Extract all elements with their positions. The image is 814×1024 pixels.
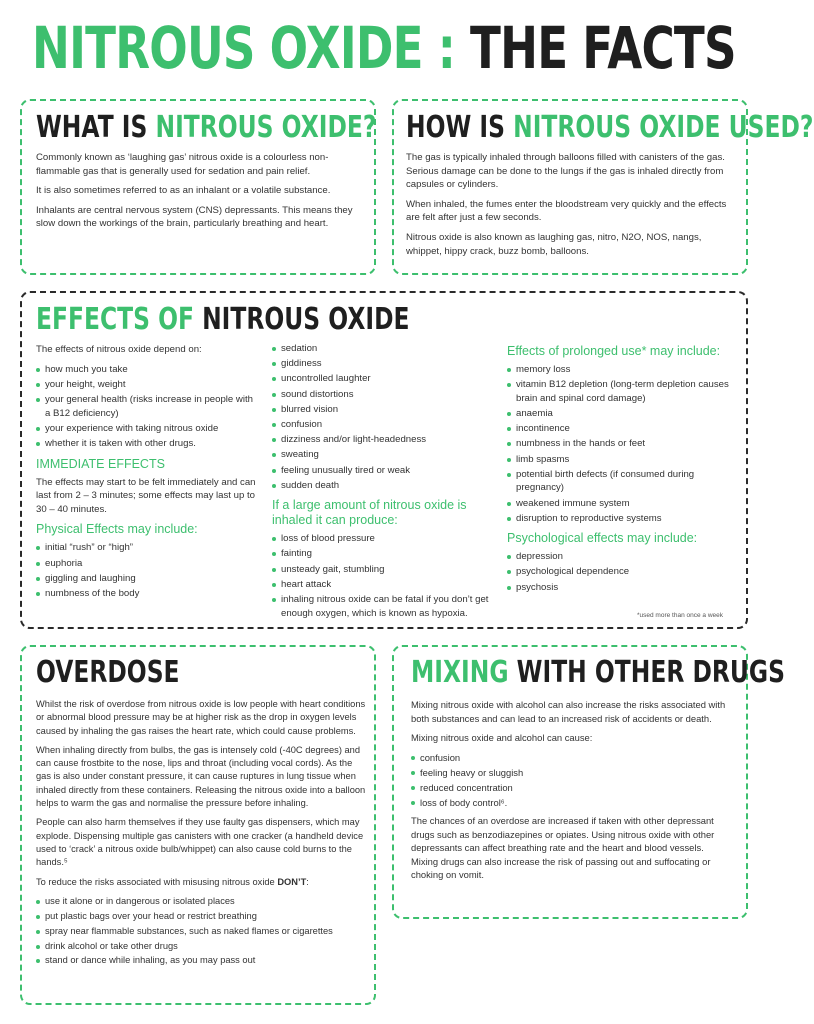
list-item: sedation (272, 342, 498, 356)
list-item: initial “rush” or “high” (36, 541, 258, 555)
list-item: memory loss (507, 363, 733, 377)
overdose-para: When inhaling directly from bulbs, the gas is intensely cold (-40C degrees) and can cause frostbite to the nose, lips and throat (including vocal cords). As the gas is also under constant pressure, it can cause ruptures in lung tissue when inhaled directly from these containers. Releasing the nitrous oxide into a balloon helps to warm the gas and normalise the pressure before inhaling. (36, 744, 366, 809)
how-heading-part1: HOW IS (406, 110, 514, 145)
list-item: fainting (272, 547, 498, 561)
mixing-heading-part1: MIXING (411, 655, 509, 690)
what-heading-part2: NITROUS OXIDE? (155, 110, 377, 145)
list-item: disruption to reproductive systems (507, 512, 733, 526)
page-title (32, 10, 736, 86)
list-item: feeling unusually tired or weak (272, 464, 498, 478)
mixing-para: Mixing nitrous oxide and alcohol can cause: (411, 732, 593, 744)
mixing-heading-part2: WITH OTHER DRUGS (508, 655, 785, 690)
immediate-text: The effects may start to be felt immediately and can last from 2 – 3 minutes; some effects may last up to 30 – 40 minutes. (36, 476, 256, 515)
list-item: potential birth defects (if consumed during pregnancy) (507, 468, 733, 495)
list-item: sudden death (272, 479, 498, 493)
list-item: vitamin B12 depletion (long-term depletion causes brain and spinal cord damage) (507, 378, 733, 405)
mixing-heading (411, 655, 785, 691)
how-para: When inhaled, the fumes enter the bloodstream very quickly and the effects are felt after just a few seconds. (406, 198, 727, 224)
list-item: how much you take (36, 363, 258, 377)
physical-list (36, 541, 258, 600)
list-item: sound distortions (272, 388, 498, 402)
immediate-heading: IMMEDIATE EFFECTS (36, 456, 165, 471)
list-item: incontinence (507, 422, 733, 436)
list-item: confusion (411, 751, 733, 765)
mixing-text (411, 698, 733, 888)
list-item: limb spasms (507, 453, 733, 467)
list-item: numbness of the body (36, 587, 258, 601)
list-item: giggling and laughing (36, 572, 258, 586)
list-item: put plastic bags over your head or restrict breathing (36, 910, 368, 923)
list-item: heart attack (272, 578, 498, 592)
list-item: use it alone or in dangerous or isolated places (36, 895, 368, 908)
list-item: euphoria (36, 557, 258, 571)
dont-colon: : (306, 876, 309, 887)
list-item: your general health (risks increase in people with a B12 deficiency) (36, 393, 258, 420)
overdose-heading: OVERDOSE (36, 655, 180, 690)
dont-list (36, 895, 368, 968)
list-item: giddiness (272, 357, 498, 371)
list-item: unsteady gait, stumbling (272, 563, 498, 577)
list-item: your height, weight (36, 378, 258, 392)
large-amount-list (272, 532, 498, 620)
prolonged-list (507, 363, 733, 525)
what-para: It is also sometimes referred to as an inhalant or a volatile substance. (36, 185, 331, 197)
list-item: numbness in the hands or feet (507, 437, 733, 451)
dont-word: DON’T (277, 876, 307, 887)
effects-col2 (272, 342, 498, 622)
list-item: depression (507, 550, 733, 564)
effects-heading-part2: NITROUS OXIDE (202, 302, 410, 337)
list-item: confusion (272, 418, 498, 432)
title-part2: THE FACTS (470, 14, 736, 82)
physical-heading: Physical Effects may include: (36, 522, 198, 537)
list-item: stand or dance while inhaling, as you may pass out (36, 954, 368, 967)
list-item: drink alcohol or take other drugs (36, 940, 368, 953)
mixing-list (411, 751, 733, 810)
effects-heading (36, 302, 409, 338)
how-is-text (406, 151, 734, 264)
list-item: loss of blood pressure (272, 532, 498, 546)
list-item: weakened immune system (507, 497, 733, 511)
dont-intro-line (36, 876, 368, 889)
effects-col3 (507, 338, 733, 596)
effects-col1 (36, 343, 258, 602)
list-item: inhaling nitrous oxide can be fatal if you don’t get enough oxygen, which is known as hypoxia. (272, 593, 498, 620)
what-para: Inhalants are central nervous system (CNS) depressants. This means they slow down the workings of the brain, particularly breathing and heart. (36, 204, 353, 230)
list-item: uncontrolled laughter (272, 372, 498, 386)
list-item: blurred vision (272, 403, 498, 417)
dont-intro: To reduce the risks associated with misusing nitrous oxide (36, 876, 278, 887)
how-is-heading (406, 110, 814, 146)
list-item: psychosis (507, 581, 733, 595)
list-item: sweating (272, 448, 498, 462)
list-item: psychological dependence (507, 565, 733, 579)
title-part1: NITROUS OXIDE : (32, 14, 471, 82)
mixing-para: The chances of an overdose are increased if taken with other depressant drugs such as benzodiazepines or opiates. Using nitrous oxide with other depressants can affect breathing rate and the heart and blood vessels. Mixing drugs can also increase the risk of passing out and suffocating or choking on vomit. (411, 814, 715, 881)
prolonged-heading: Effects of prolonged use* may include: (507, 344, 721, 358)
how-heading-part2: NITROUS OXIDE USED? (513, 110, 814, 145)
psych-list (507, 550, 733, 594)
list-item: feeling heavy or sluggish (411, 766, 733, 780)
list-item: dizziness and/or light-headedness (272, 433, 498, 447)
depend-list (36, 363, 258, 451)
what-is-text (36, 151, 354, 237)
how-para: The gas is typically inhaled through balloons filled with canisters of the gas. Serious damage can be done to the lungs if the gas is inhaled directly from capsules or cylinders. (406, 152, 725, 191)
list-item: your experience with taking nitrous oxide (36, 422, 258, 436)
psych-heading: Psychological effects may include: (507, 531, 698, 546)
list-item: reduced concentration (411, 781, 733, 795)
mixing-para: Mixing nitrous oxide with alcohol can also increase the risks associated with both substances and can lead to an increased risk of accidents or death. (411, 699, 726, 724)
how-para: Nitrous oxide is also known as laughing gas, nitro, N2O, NOS, nangs, whippet, hippy crack, buzz bomb, balloons. (406, 231, 702, 257)
list-item: spray near flammable substances, such as naked flames or cigarettes (36, 925, 368, 938)
effects-heading-part1: EFFECTS OF (36, 302, 203, 337)
what-is-heading (36, 110, 376, 146)
effects-list (272, 342, 498, 492)
large-amount-heading: If a large amount of nitrous oxide is inhaled it can produce: (272, 498, 467, 528)
effects-intro: The effects of nitrous oxide depend on: (36, 344, 202, 355)
list-item: whether it is taken with other drugs. (36, 437, 258, 451)
what-para: Commonly known as ‘laughing gas’ nitrous oxide is a colourless non-flammable gas that is generally used for sedation and pain relief. (36, 152, 329, 177)
footnote: *used more than once a week (637, 612, 723, 619)
what-heading-part1: WHAT IS (36, 110, 156, 145)
overdose-text (36, 698, 368, 969)
overdose-para: People can also harm themselves if they use faulty gas dispensers, which may explode. Dispensing multiple gas canisters with one cracker (a handheld device used to ‘crack’ a nitrous oxide bulb/whippet) can also cause cold burns to the hands.⁵ (36, 817, 364, 868)
list-item: loss of body control⁶. (411, 796, 733, 810)
list-item: anaemia (507, 407, 733, 421)
overdose-para: Whilst the risk of overdose from nitrous oxide is low people with heart conditions or abnormal blood pressure may be at higher risk as the drop in oxygen levels caused by inhaling the gas raises the heart rate, which could cause problems. (36, 699, 366, 736)
